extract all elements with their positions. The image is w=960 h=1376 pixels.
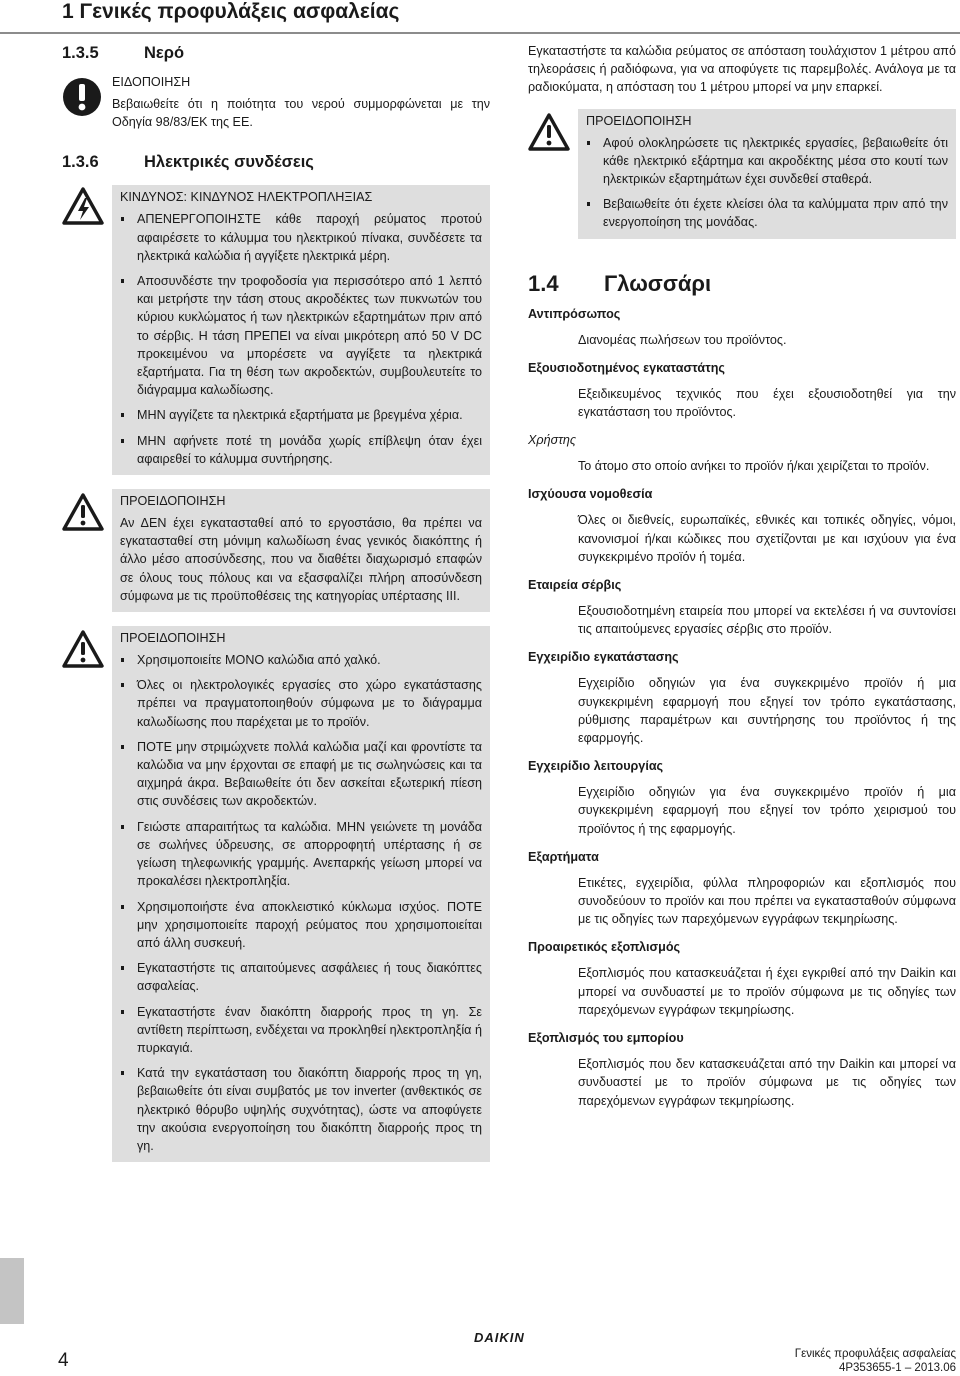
caution-list [586,134,948,232]
exclamation-circle-icon [62,77,102,117]
glossary-definition: Εξοπλισμός που δεν κατασκευάζεται από την Daikin και μπορεί να συνδυαστεί με το προϊόν σύμφωνα με τις οδηγίες των παρεχόμενων εγγράφων τεκμηρίωσης. [578,1057,956,1108]
glossary-definition: Εξουσιοδοτημένη εταιρεία που μπορεί να εκτελέσει ή να συντονίσει τις απαιτούμενες εργασίες σέρβις στο προϊόν. [578,604,956,637]
glossary-definition: Ετικέτες, εγχειρίδια, φύλλα πληροφοριών και εξοπλισμός που συνοδεύουν το προϊόν και που πρέπει να εγκατασταθούν σύμφωνα με τις οδηγίες των παρεχόμενων εγγράφων τεκμηρίωσης. [578,875,956,927]
section-title: Γλωσσάρι [604,270,712,296]
notice-text: Βεβαιωθείτε ότι η ποιότητα του νερού συμμορφώνεται με την Οδηγία 98/83/ΕΚ της ΕΕ. [112,97,490,130]
section-number: 1.3.5 [62,44,99,62]
section-title: Ηλεκτρικές συνδέσεις [144,153,314,172]
danger-list [120,210,482,468]
glossary-entry [528,938,956,1019]
caution-title: ΠΡΟΕΙΔΟΠΟΙΗΣΗ [120,494,226,509]
glossary-term: Εγχειρίδιο λειτουργίας [528,759,664,774]
section-number: 1.4 [528,270,559,296]
list-item: ΑΠΕΝΕΡΓΟΠΟΙΗΣΤΕ κάθε παροχή ρεύματος προτού αφαιρέσετε το κάλυμμα του ηλεκτρικού πίνακα, συνδέσετε τα ηλεκτρικά καλώδια ή αγγίξετε ηλεκτρικά μέρη. [120,210,482,265]
glossary-entry [528,305,956,349]
right-column [528,42,956,1110]
glossary-term: Εταιρεία σέρβις [528,578,622,593]
glossary-entry [528,757,956,838]
notice-water [112,73,490,131]
caution-box-connections [578,109,956,239]
section-number: 1.3.6 [62,153,99,172]
glossary-definition: Εγχειρίδιο οδηγιών για ένα συγκεκριμένο προϊόν ή μια συγκεκριμένη εφαρμογή που εξηγεί τον τρόπο χειρισμού του προϊόντος ή της εφαρμογής. [578,785,956,836]
left-column [62,44,490,1162]
chapter-title: 1 Γενικές προφυλάξεις ασφαλείας [62,0,400,23]
glossary-term: Χρήστης [528,433,577,448]
list-item: Γειώστε απαραιτήτως τα καλώδια. ΜΗΝ γειώνετε τη μονάδα σε σωλήνες ύδρευσης, σε απορροφητή υπέρτασης ή σε γείωση τηλεφωνικής γραμμής. Ανεπαρκής γείωση μπορεί να προκαλέσει ηλεκτροπληξία. [120,818,482,891]
glossary-definition: Διανομέας πωλήσεων του προϊόντος. [578,332,787,347]
glossary-term: Εξουσιοδοτημένος εγκαταστάτης [528,360,725,375]
footer-title: Γενικές προφυλάξεις ασφαλείας [794,1348,956,1360]
warning-triangle-icon [528,113,570,151]
caution-list [120,651,482,1155]
glossary-term: Αντιπρόσωπος [528,306,621,321]
glossary-entry [528,576,956,638]
glossary-entry [528,1029,956,1110]
list-item: Αφού ολοκληρώσετε τις ηλεκτρικές εργασίες, βεβαιωθείτε ότι κάθε ηλεκτρικό εξάρτημα και ακροδέκτης μέσα στο κουτί των ηλεκτρικών εξαρτημάτων έχει συνδεθεί σταθερά. [586,134,948,189]
caution-box-wiring [112,626,490,1162]
section-1-3-5-heading [62,44,490,63]
notice-title: ΕΙΔΟΠΟΙΗΣΗ [112,75,191,89]
glossary-definition: Εγχειρίδιο οδηγιών για ένα συγκεκριμένο προϊόν ή μια συγκεκριμένη εφαρμογή που εξηγεί τον τρόπο εγκατάστασης, ρύθμισης παραμέτρων και συντήρησης του προϊόντος ή της εφαρμογής. [578,676,956,746]
list-item: Βεβαιωθείτε ότι έχετε κλείσει όλα τα καλύμματα πριν από την ενεργοποίηση της μονάδας. [586,195,948,231]
glossary-definition: Όλες οι διεθνείς, ευρωπαϊκές, εθνικές και τοπικές οδηγίες, νόμοι, κανονισμοί ή/και κώδικες που σχετίζονται με και ισχύουν για ένα συγκεκριμένο προϊόν ή τομέα. [578,513,956,564]
page-number: 4 [58,1350,69,1371]
section-1-3-6-heading [62,153,490,172]
glossary-list [528,305,956,1110]
list-item: Χρησιμοποιήστε ένα αποκλειστικό κύκλωμα ισχύος. ΠΟΤΕ μην χρησιμοποιείτε παροχή ρεύματος που χρησιμοποιείται από άλλη συσκευή. [120,898,482,953]
warning-triangle-icon [62,493,104,531]
list-item: Όλες οι ηλεκτρολογικές εργασίες στο χώρο εγκατάστασης πρέπει να πραγματοποιηθούν σύμφωνα με το διάγραμμα καλωδίωσης που παρέχεται με το προϊόν. [120,676,482,731]
glossary-term: Ισχύουσα νομοθεσία [528,487,653,502]
glossary-definition: Το άτομο στο οποίο ανήκει το προϊόν ή/και χειρίζεται το προϊόν. [578,459,930,474]
glossary-entry [528,359,956,421]
caution-title: ΠΡΟΕΙΔΟΠΟΙΗΣΗ [120,631,226,646]
glossary-entry [528,648,956,747]
footer-doc-code: 4P353655-1 – 2013.06 [838,1362,956,1374]
glossary-entry [528,848,956,929]
danger-title: ΚΙΝΔΥΝΟΣ: ΚΙΝΔΥΝΟΣ ΗΛΕΚΤΡΟΠΛΗΞΙΑΣ [120,190,373,205]
electrical-hazard-icon [62,187,104,225]
list-item: ΜΗΝ αγγίζετε τα ηλεκτρικά εξαρτήματα με βρεγμένα χέρια. [120,406,482,424]
glossary-term: Εξαρτήματα [528,849,599,864]
caution-title: ΠΡΟΕΙΔΟΠΟΙΗΣΗ [586,113,692,128]
list-item: ΜΗΝ αφήνετε ποτέ τη μονάδα χωρίς επίβλεψη όταν έχει αφαιρεθεί το κάλυμμα συντήρησης. [120,432,482,468]
chapter-side-tab [0,1258,24,1324]
glossary-definition: Εξειδικευμένος τεχνικός που έχει εξουσιοδοτηθεί για την εγκατάσταση του προϊόντος. [578,386,956,420]
caution-box-main-switch [112,489,490,612]
danger-box [112,185,490,475]
glossary-entry [528,431,956,475]
section-title: Νερό [144,44,185,62]
list-item: ΠΟΤΕ μην στριμώχνετε πολλά καλώδια μαζί και φροντίστε τα καλώδια να μην έρχονται σε επαφή με τις σωληνώσεις και τα αιχμηρά άκρα. Βεβαιωθείτε ότι δεν ασκείται εξωτερική πίεση στις συνδέσεις των ακροδεκτών. [120,738,482,811]
header-rule [0,32,960,34]
caution-text: Αν ΔΕΝ έχει εγκατασταθεί από το εργοστάσιο, θα πρέπει να εγκατασταθεί στη μόνιμη καλωδίωση ένας γενικός διακόπτης ή άλλο μέσο αποσύνδεσης, που να διαθέτει διαχωρισμό επαφών σε όλους τους πόλους και να εξασφαλίζει πλήρη αποσύνδεση σύμφωνα με τις προϋποθέσεις της κατηγορίας υπέρτασης III. [120,516,482,603]
glossary-term: Προαιρετικός εξοπλισμός [528,940,681,955]
glossary-heading [528,271,956,297]
glossary-definition: Εξοπλισμός που κατασκευάζεται ή έχει εγκριθεί από την Daikin και μπορεί να συνδυαστεί με το προϊόν σύμφωνα με τις οδηγίες των παρεχόμενων εγγράφων τεκμηρίωσης. [578,966,956,1017]
list-item: Εγκαταστήστε έναν διακόπτη διαρροής προς τη γη. Σε αντίθετη περίπτωση, ενδέχεται να προκληθεί ηλεκτροπληξία ή πυρκαγιά. [120,1003,482,1058]
glossary-term: Εξοπλισμός του εμπορίου [528,1031,684,1046]
intro-paragraph: Εγκαταστήστε τα καλώδια ρεύματος σε απόσταση τουλάχιστον 1 μέτρου από τηλεοράσεις ή ραδιόφωνα, για να αποφύγετε τις παρεμβολές. Ανάλογα με τα ραδιοκύματα, η απόσταση του 1 μέτρου μπορεί να μην επαρκεί. [528,44,956,95]
list-item: Εγκαταστήστε τις απαιτούμενες ασφάλειες ή τους διακόπτες ασφαλείας. [120,959,482,995]
footer-info [795,1347,956,1375]
list-item: Χρησιμοποιείτε ΜΟΝΟ καλώδια από χαλκό. [120,651,482,669]
list-item: Κατά την εγκατάσταση του διακόπτη διαρροής προς τη γη, βεβαιωθείτε ότι είναι συμβατός με τον inverter (ανθεκτικός σε ηλεκτρικό θόρυβο υψηλής συχνότητας), ώστε να αποφύγετε την ακούσια ενεργοποίηση του διακόπτη διαρροής προς τη γη. [120,1064,482,1155]
warning-triangle-icon [62,630,104,668]
brand-logo: DAIKIN [474,1330,525,1345]
list-item: Αποσυνδέστε την τροφοδοσία για περισσότερο από 1 λεπτό και μετρήστε την τάση στους ακροδέκτες των πυκνωτών του κύριου κυκλώματος ή των ηλεκτρικών εξαρτημάτων πριν από το σέρβις. Η τάση ΠΡΕΠΕΙ να είναι μικρότερη από 50 V DC προκειμένου να μπορέσετε να αγγίξετε τα ηλεκτρικά εξαρτήματα. Για τη θέση των ακροδεκτών, συμβουλευτείτε το διάγραμμα καλωδίωσης. [120,272,482,399]
glossary-term: Εγχειρίδιο εγκατάστασης [528,650,679,665]
glossary-entry [528,485,956,566]
